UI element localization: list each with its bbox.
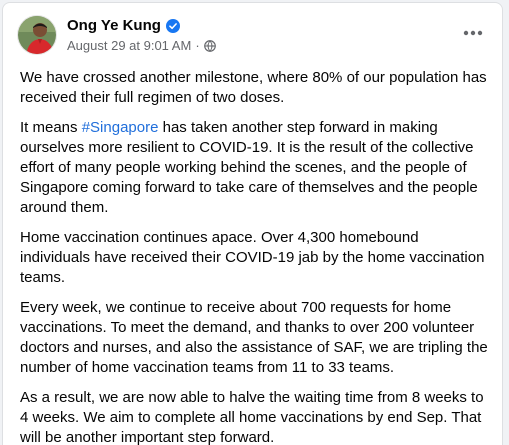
more-horizontal-icon [463, 30, 483, 36]
post-timestamp[interactable]: August 29 at 9:01 AM [67, 38, 192, 53]
paragraph-1: We have crossed another milestone, where 80% of our population has received their full regimen of two doses. [20, 69, 487, 106]
paragraph-2-start: It means [20, 119, 82, 136]
author-row [67, 17, 180, 34]
paragraph-5: As a result, we are now able to halve the waiting time from 8 weeks to 4 weeks. We aim to complete all home vaccinations by end Sep. That will be another important step forward. [20, 389, 484, 445]
paragraph-3: Home vaccination continues apace. Over 4,300 homebound individuals have received their COVID-19 jab by the home vaccination teams. [20, 229, 485, 286]
hashtag-link[interactable]: #Singapore [81, 119, 159, 136]
meta-separator: · [195, 38, 200, 53]
globe-icon[interactable] [204, 40, 216, 52]
author-name[interactable]: Ong Ye Kung [67, 17, 161, 34]
paragraph-2-rest: has taken another step forward in making ourselves more resilient to COVID-19. It is the result of the collective effort of many people working behind the scenes, and the people of Singapore coming forward to take care of themselves and the people around them. [20, 119, 478, 216]
avatar[interactable] [17, 15, 57, 55]
post-text [20, 68, 492, 445]
paragraph-2 [20, 118, 492, 218]
post-header [17, 15, 488, 59]
verified-badge-icon [166, 19, 180, 33]
profile-photo [18, 16, 57, 55]
post-card [2, 2, 503, 445]
post-meta [67, 38, 216, 53]
paragraph-4: Every week, we continue to receive about 700 requests for home vaccinations. To meet the demand, and thanks to over 200 volunteer doctors and nurses, and also the assistance of SAF, we are tripling the number of home vaccination teams from 11 to 33 teams. [20, 299, 488, 376]
more-options-button[interactable] [458, 21, 488, 45]
